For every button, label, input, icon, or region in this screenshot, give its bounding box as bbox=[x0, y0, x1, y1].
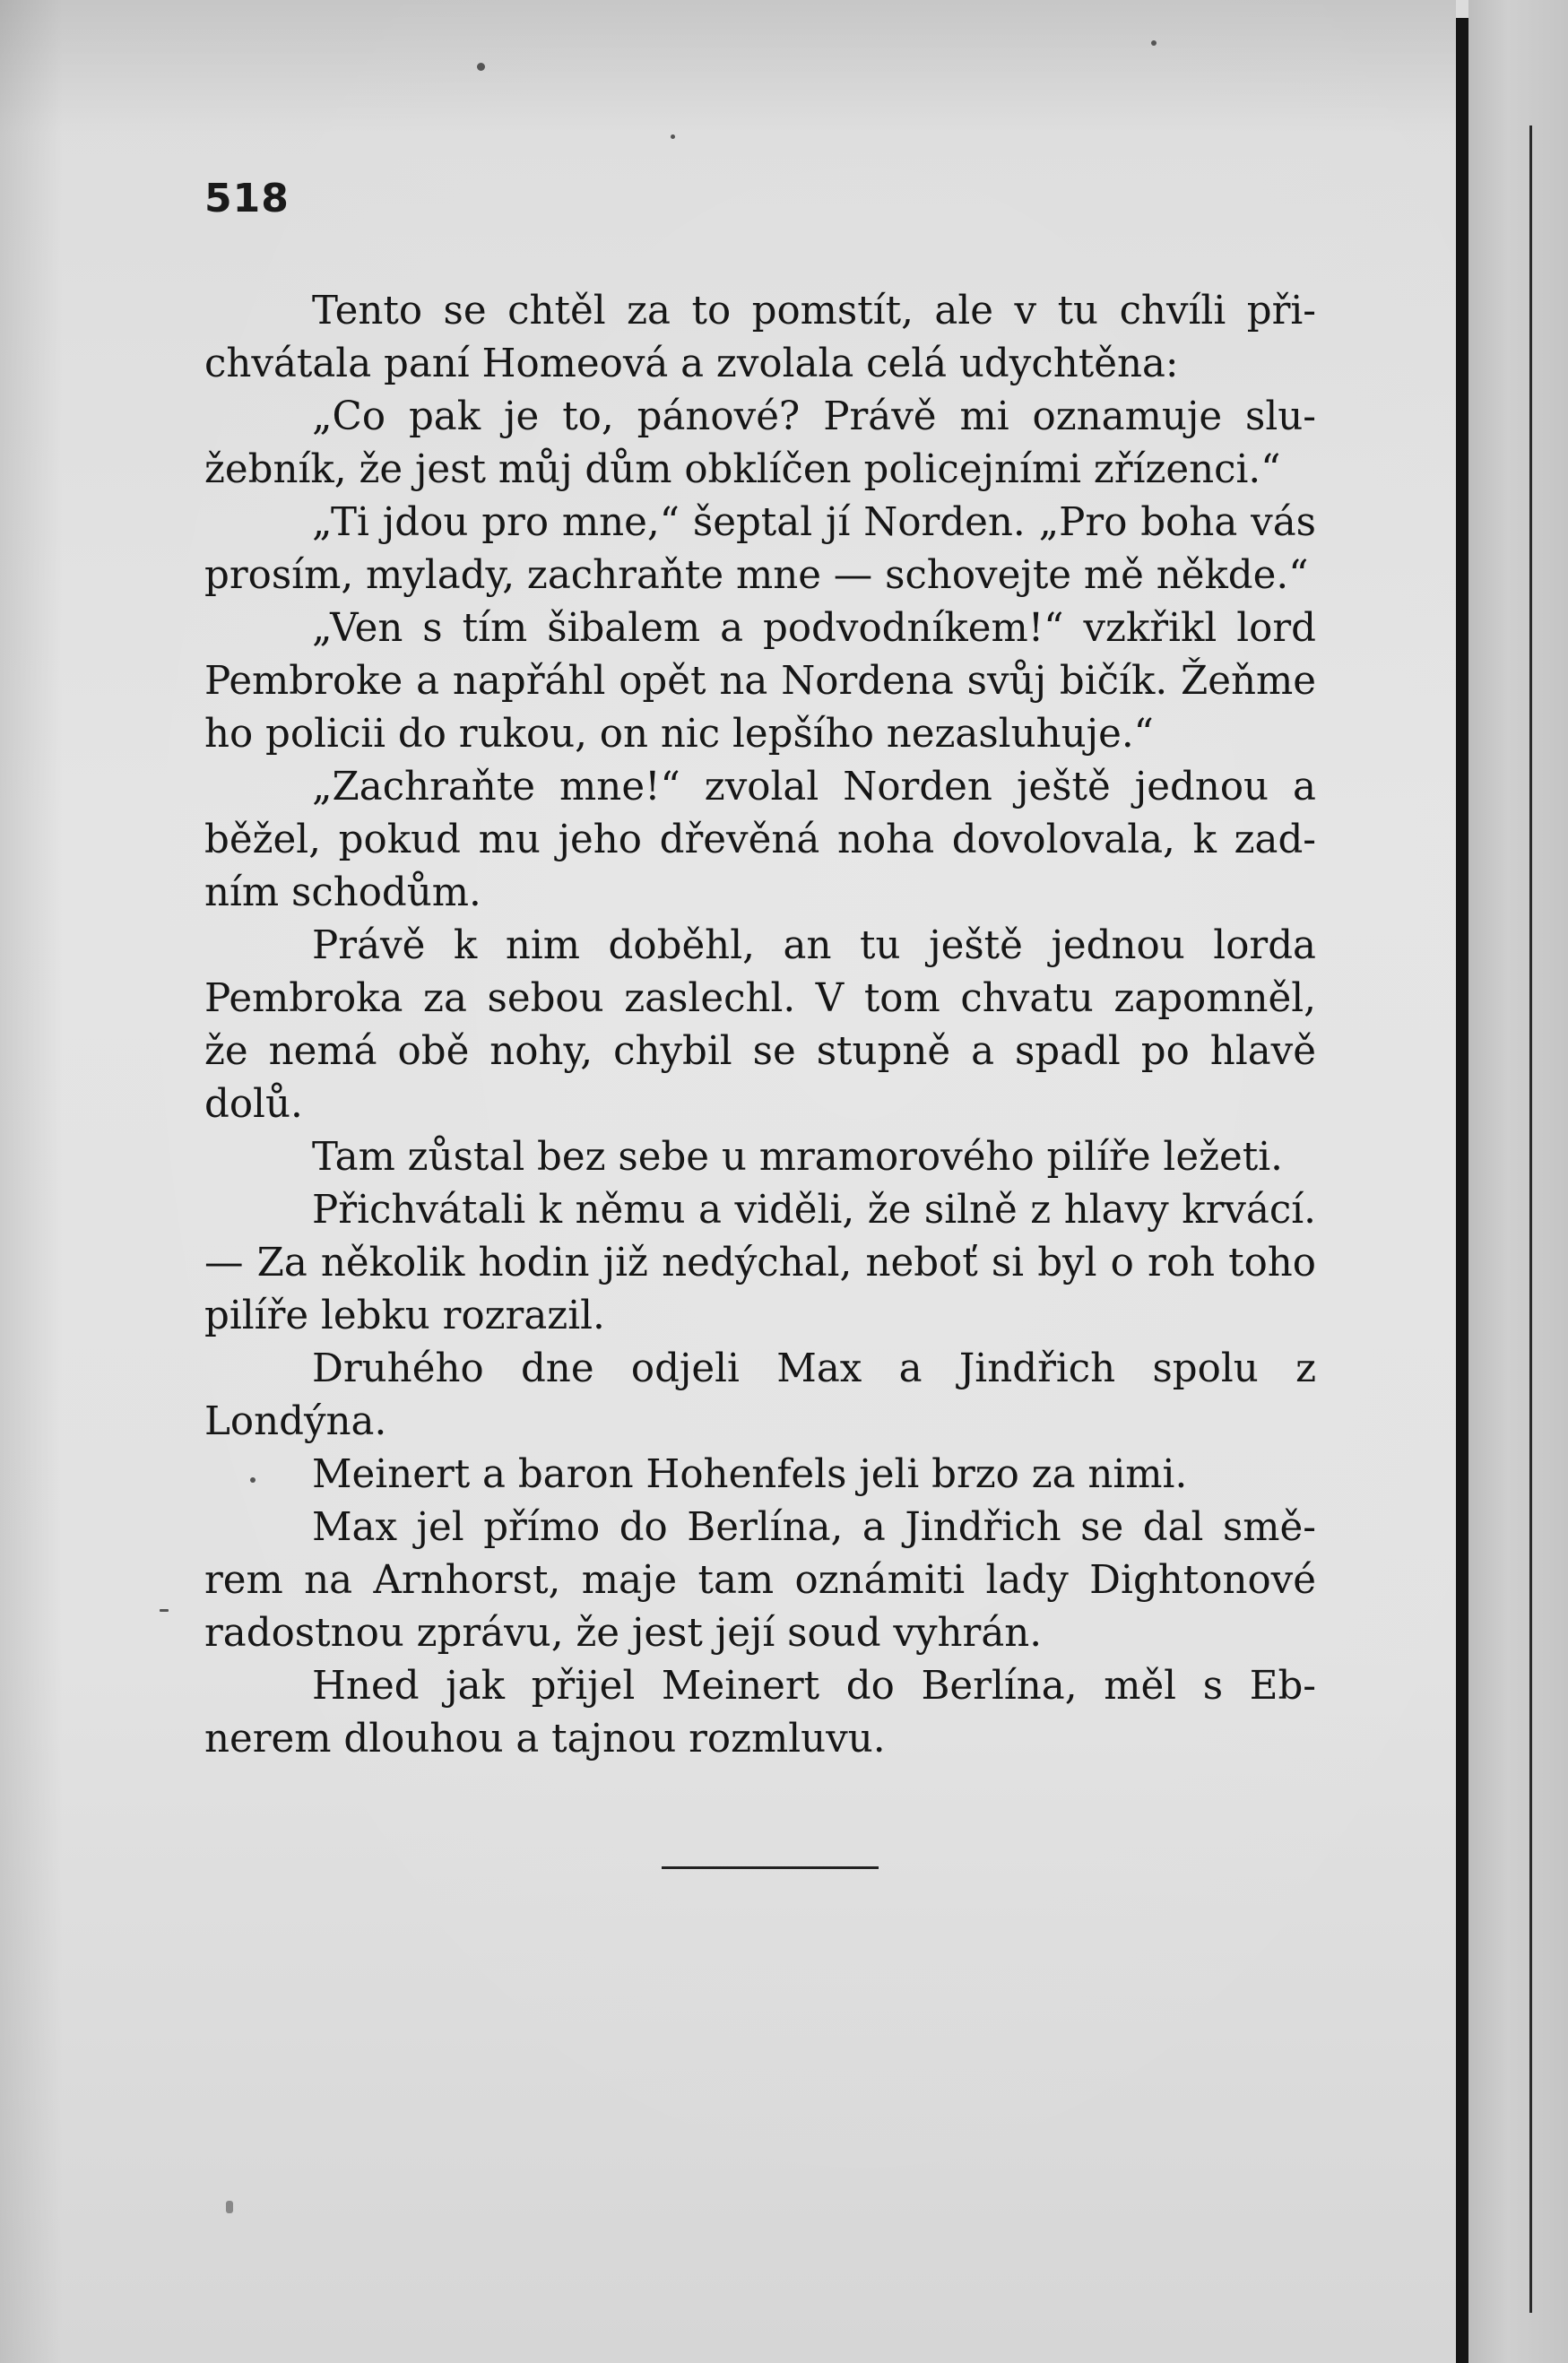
scan-speck bbox=[160, 1609, 169, 1612]
left-shadow bbox=[0, 0, 63, 2363]
scan-speck bbox=[477, 63, 485, 71]
paragraph-8: Přichvátali k němu a viděli, že silně z hlavy krvácí. — Za několik hodin již nedýchal, neboť si byl o roh toho pilíře lebku rozrazil. bbox=[204, 1188, 1316, 1338]
paragraph-9: Druhého dne odjeli Max a Jindřich spolu z Londýna. bbox=[204, 1346, 1316, 1444]
paragraph-11: Max jel přímo do Berlína, a Jindřich se dal směrem na Arnhorst, maje tam oznámiti lady Dightonové radostnou zprávu, že jest její soud vyhrán. bbox=[204, 1505, 1316, 1656]
paragraph-7: Tam zůstal bez sebe u mramorového pilíře ležeti. bbox=[312, 1135, 1283, 1180]
scan-speck bbox=[250, 1477, 256, 1483]
paragraph-10: Meinert a baron Hohenfels jeli brzo za nimi. bbox=[312, 1452, 1188, 1497]
scan-speck bbox=[226, 2201, 233, 2213]
paragraph-2: „Co pak je to, pánové? Právě mi oznamuje služebník, že jest můj dům obklíčen policejními zřízenci.“ bbox=[204, 394, 1316, 492]
paragraph-1: Tento se chtěl za to pomstít, ale v tu chvíli přichvátala paní Homeová a zvolala celá udychtěna: bbox=[204, 289, 1316, 386]
adjacent-page-edge bbox=[1468, 0, 1568, 2363]
paragraph-3: „Ti jdou pro mne,“ šeptal jí Norden. „Pro boha vás prosím, mylady, zachraňte mne — schovejte mě někde.“ bbox=[204, 500, 1316, 598]
adjacent-page-line bbox=[1529, 126, 1532, 2313]
page-edge-shadow bbox=[1456, 18, 1468, 2363]
scan-speck bbox=[1151, 40, 1157, 46]
paragraph-4: „Ven s tím šibalem a podvodníkem!“ vzkřikl lord Pembroke a napřáhl opět na Nordena svůj bičík. Žeňme ho policii do rukou, on nic lepšího nezasluhuje.“ bbox=[204, 606, 1316, 757]
paragraph-5: „Zachraňte mne!“ zvolal Norden ještě jednou a běžel, pokud mu jeho dřevěná noha dovolovala, k zadním schodům. bbox=[204, 765, 1316, 915]
paragraph-12: Hned jak přijel Meinert do Berlína, měl s Ebnerem dlouhou a tajnou rozmluvu. bbox=[204, 1664, 1316, 1761]
scan-speck bbox=[671, 134, 675, 139]
body-text bbox=[204, 285, 1316, 1766]
page-number: 518 bbox=[204, 176, 290, 221]
paragraph-6: Právě k nim doběhl, an tu ještě jednou lorda Pembroka za sebou zaslechl. V tom chvatu zapomněl, že nemá obě nohy, chybil se stupně a spadl po hlavě dolů. bbox=[204, 923, 1316, 1127]
section-end-rule bbox=[662, 1866, 879, 1869]
top-shadow bbox=[0, 0, 1456, 134]
